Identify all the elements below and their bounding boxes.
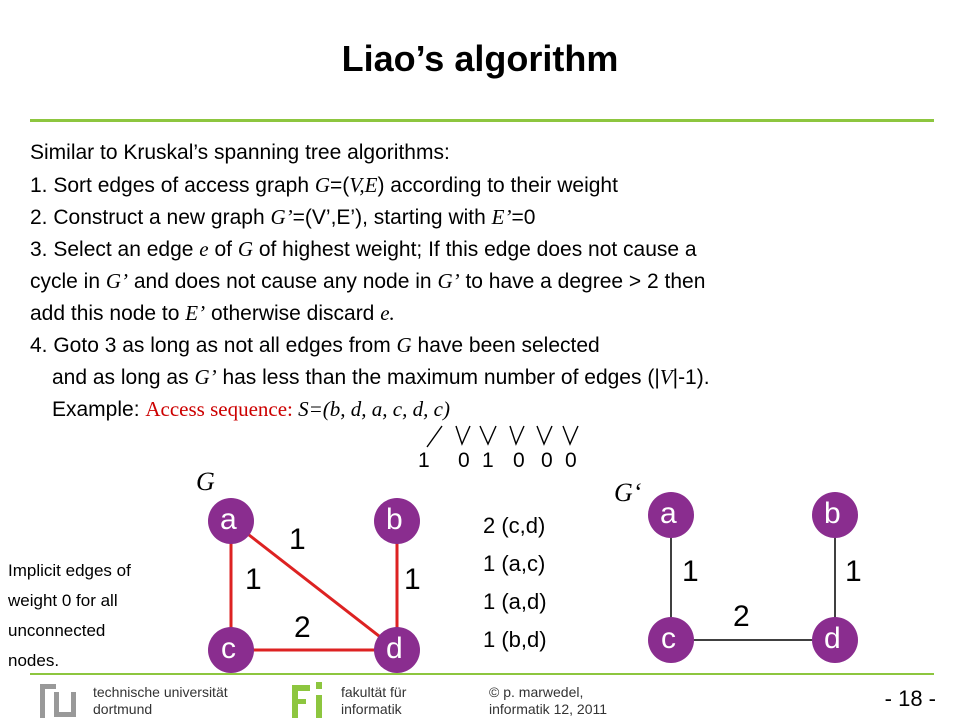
bit-2: 0 <box>458 449 470 472</box>
graph-symbol: G <box>396 333 412 357</box>
author-line-2: informatik 12, 2011 <box>489 701 608 717</box>
graph-symbol: G’ <box>270 205 293 229</box>
vertex-symbol: V <box>659 365 673 389</box>
bit-1: 1 <box>418 449 430 472</box>
university-line-1: technische universität <box>93 684 228 700</box>
edge-symbol: e. <box>380 301 395 325</box>
note-line: Implicit edges of <box>8 561 131 580</box>
node-a-label: a <box>220 503 237 536</box>
author-info <box>489 684 607 718</box>
gp-node-a-label: a <box>660 497 677 530</box>
line-4-text: of highest weight; If this edge does not cause a <box>252 238 697 261</box>
implicit-edges-note <box>8 556 131 676</box>
graph-symbol: G <box>237 237 253 261</box>
line-5-text: cycle in <box>30 270 106 293</box>
edge-set-symbol: E’ <box>491 205 512 229</box>
line-8-text: |-1). <box>672 366 710 389</box>
university-name <box>93 684 228 718</box>
gp-weight-a-c: 1 <box>682 555 699 588</box>
page-number: - 18 - <box>884 686 936 711</box>
line-7-text: 4. Goto 3 as long as not all edges from <box>30 334 397 357</box>
line-2-text: =( <box>330 174 350 197</box>
line-6-text: otherwise discard <box>205 302 381 325</box>
gp-node-d-label: d <box>824 622 841 655</box>
line-3-text: =(V’,E’), starting with <box>292 206 492 229</box>
node-c-label: c <box>221 632 236 665</box>
line-8-text: and as long as <box>52 366 195 389</box>
gp-weight-b-d: 1 <box>845 555 862 588</box>
graph-symbol: G’ <box>194 365 217 389</box>
author-name: p. marwedel, <box>499 684 584 700</box>
slide-title: Liao’s algorithm <box>341 38 619 79</box>
bit-5: 0 <box>541 449 553 472</box>
sorted-edge-1: 2 (c,d) <box>483 513 546 538</box>
access-sequence-value: S=(b, d, a, c, d, c) <box>292 397 450 421</box>
node-b-label: b <box>386 503 403 536</box>
graph-symbol: G’ <box>105 269 129 293</box>
graph-tuple: V,E <box>349 173 378 197</box>
line-2-text: ) according to their weight <box>377 174 618 197</box>
gp-node-c-label: c <box>661 622 676 655</box>
weight-c-d: 2 <box>294 611 311 644</box>
gp-weight-c-d: 2 <box>733 600 750 633</box>
weight-a-c: 1 <box>245 563 262 596</box>
line-1-text: Similar to Kruskal’s spanning tree algorithms: <box>30 141 450 164</box>
faculty-line-2: informatik <box>341 701 402 717</box>
bit-3: 1 <box>482 449 494 472</box>
weight-a-d: 1 <box>289 523 306 556</box>
bit-4: 0 <box>513 449 525 472</box>
graph-symbol: G’ <box>437 269 460 293</box>
line-2-text: 1. Sort edges of access graph <box>30 174 315 197</box>
edge-set-symbol: E’ <box>185 301 206 325</box>
fi-logo-icon <box>288 679 336 719</box>
copyright-icon: © <box>489 684 500 700</box>
sorted-edge-4: 1 (b,d) <box>483 627 547 652</box>
sorted-edge-2: 1 (a,c) <box>483 551 546 576</box>
faculty-name <box>341 684 406 718</box>
graph-g-prime-label: G‘ <box>614 478 642 507</box>
line-4-text: 3. Select an edge <box>30 238 200 261</box>
node-d-label: d <box>386 632 403 665</box>
university-line-2: dortmund <box>93 701 153 717</box>
graph-symbol: G <box>314 173 331 197</box>
author-line-1 <box>489 684 607 701</box>
line-7-text: have been selected <box>411 334 600 357</box>
line-3-text: =0 <box>511 206 536 229</box>
tu-logo-icon <box>40 682 84 718</box>
edge-symbol: e <box>199 237 209 261</box>
note-line: unconnected <box>8 621 106 640</box>
line-5-text: and does not cause any node in <box>128 270 438 293</box>
graph-g-label: G <box>196 467 215 496</box>
line-4-text: of <box>208 238 238 261</box>
faculty-line-1: fakultät für <box>341 684 407 700</box>
footer-divider <box>30 673 934 675</box>
bit-6: 0 <box>565 449 577 472</box>
line-3-text: 2. Construct a new graph <box>30 206 271 229</box>
weight-b-d: 1 <box>404 563 421 596</box>
line-8-text: has less than the maximum number of edges (| <box>216 366 660 389</box>
gp-node-b-label: b <box>824 497 841 530</box>
access-sequence-label: Access sequence: <box>145 397 293 421</box>
line-6-text: add this node to <box>30 302 186 325</box>
note-line: weight 0 for all <box>8 591 118 610</box>
line-9-text: Example: <box>52 398 146 421</box>
note-line: nodes. <box>8 651 60 670</box>
line-5-text: to have a degree > 2 then <box>459 270 706 293</box>
sorted-edge-3: 1 (a,d) <box>483 589 547 614</box>
